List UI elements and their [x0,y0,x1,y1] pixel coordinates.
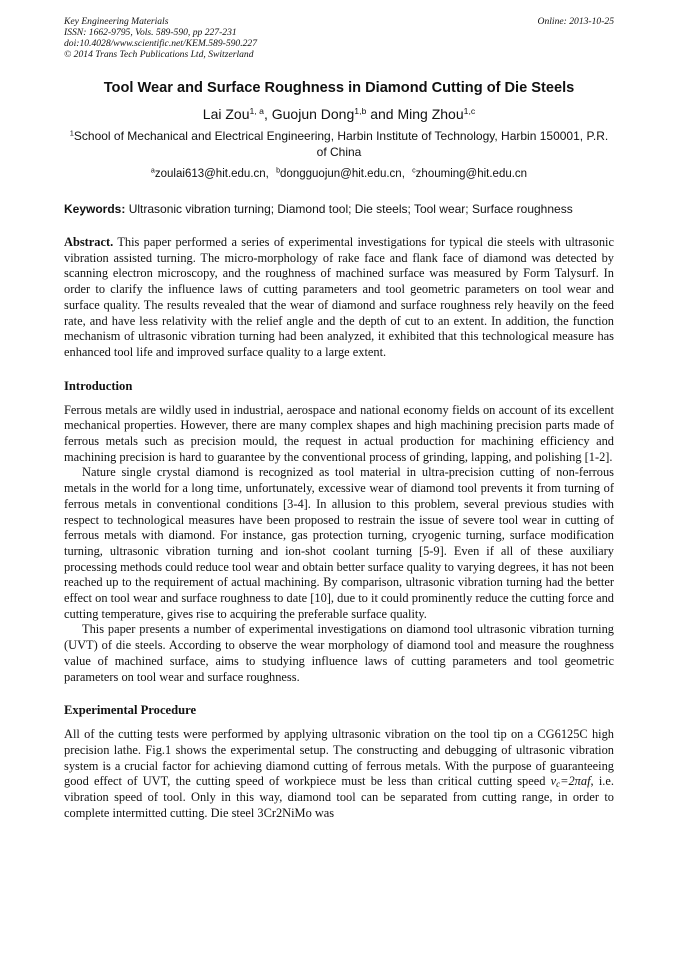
email-address: dongguojun@hit.edu.cn, [280,168,405,180]
keywords-label: Keywords: [64,202,126,216]
issn-line: ISSN: 1662-9795, Vols. 589-590, pp 227-231 [64,27,237,38]
keywords [64,202,614,216]
email-address: zoulai613@hit.edu.cn, [154,168,269,180]
abstract [64,235,614,361]
email-sup: a [150,166,155,175]
doi-line: doi:10.4028/www.scientific.net/KEM.589-590.227 [64,38,258,49]
experimental-text: All of the cutting tests were performed by applying ultrasonic vibration on the tool tip on a CG6125C high precision lathe. Fig.1 shows the experimental setup. The constructing and debugging of ultrasonic vibration system is a crucial factor for achieving diamond cutting of ferrous metals. With the purpose of guaranteeing good effect of UVT, the cutting speed of workpiece must be less than critical cutting speed [64,727,614,789]
author-sup: 1,b [354,105,367,116]
affiliation-text: School of Mechanical and Electrical Engineering, Harbin Institute of Technology, Harbin 150001, P.R. of China [73,129,609,159]
author-list [64,106,614,122]
experimental-paragraph [64,727,614,821]
author-name: Ming Zhou [397,106,464,122]
email-item[interactable] [276,168,405,180]
affiliation-sup: 1 [69,128,74,138]
intro-paragraph: Nature single crystal diamond is recognized as tool material in ultra-precision cutting of non-ferrous metals in the world for a long time, unfortunately, excessive wear of diamond tool prevents it from turning of ferrous metals in conventional conditions [3-4]. In allusion to this problem, several previous studies with respect to technological measures have been proposed to restrain the issue of severe tool wear in cutting of ferrous metals with diamond. For instance, gas protection turning, cryogenic turning, surface modification turning, ultrasonic vibration turning and ion-shot coolant turning [5-9]. Even if all of these auxiliary processing methods could reduce tool wear and obtain better surface quality to varying degrees, it has not been reached up to the requirement of actual machining. By comparison, ultrasonic vibration turning had the better effect on tool wear and surface roughness to date [10], due to it could prominently reduce the cutting force and cutting temperature, gives rise to acquiring the preferable surface quality. [64,465,614,621]
velocity-formula: =2πaf [560,774,591,789]
velocity-variable: v [550,774,557,789]
keywords-text: Ultrasonic vibration turning; Diamond tool; Die steels; Tool wear; Surface roughness [125,202,573,216]
intro-paragraph: This paper presents a number of experimental investigations on diamond tool ultrasonic vibration turning (UVT) of die steels. According to observe the wear morphology of diamond tool and measure the roughness value of machined surface, aims to studying influence laws of cutting parameters and tool geometric parameters on tool wear and surface roughness. [64,622,614,684]
running-header [64,16,614,60]
copyright-line: © 2014 Trans Tech Publications Ltd, Switzerland [64,49,254,60]
email-address: zhouming@hit.edu.cn [415,168,528,180]
email-list [64,168,614,180]
intro-paragraph: Ferrous metals are wildly used in industrial, aerospace and national economy fields on account of its excellent mechanical properties. However, there are many complex shapes and high machining precision parts made of ferrous metals such as precision mould, the request in actual production for machining efficiency and machining precision is hard to guarantee by the conventional process of grinding, lapping, and polishing [1-2]. [64,402,614,464]
abstract-text: This paper performed a series of experimental investigations for typical die steels with ultrasonic vibration assisted turning. The micro-morphology of rake face and flank face of diamond was detected by scanning electron microscopy, and the roughness of machined surface was measured by Form Talysurf. In order to clarify the influence laws of cutting parameters and tool geometric parameters on tool wear and surface quality. The results revealed that the wear of diamond and surface roughness rely heavily on the feed rate, and have less relativity with the relief angle and the depth of cut to an extent. In addition, the function mechanism of ultrasonic vibration turning had been analyzed, it exhibited that this technological measure has enhanced tool life and improved surface quality to a large extent. [64,235,614,359]
journal-name: Key Engineering Materials [64,16,169,27]
affiliation [64,128,614,160]
author-name: Lai Zou [202,106,250,122]
email-sup: c [412,166,416,175]
email-sup: b [276,166,281,175]
experimental-text-continued: , i.e. vibration speed of tool. Only in this way, diamond tool can be separated from cutting range, in order to complete intermitted cutting. Die steel 3Cr2NiMo was [64,774,614,820]
abstract-label: Abstract. [64,235,114,249]
velocity-subscript: c [556,779,561,790]
paper-title: Tool Wear and Surface Roughness in Diamond Cutting of Die Steels [103,80,575,96]
email-item[interactable] [151,168,269,180]
author-and: and [366,106,398,122]
section-heading-introduction: Introduction [64,378,133,393]
journal-info [64,16,257,60]
section-heading-experimental: Experimental Procedure [64,703,197,718]
email-item[interactable] [412,168,527,180]
author-separator: , [263,106,272,122]
author-sup: 1,c [463,105,476,116]
author-name: Guojun Dong [271,106,355,122]
online-date: Online: 2013-10-25 [537,16,614,27]
author-sup: 1, a [249,105,264,116]
